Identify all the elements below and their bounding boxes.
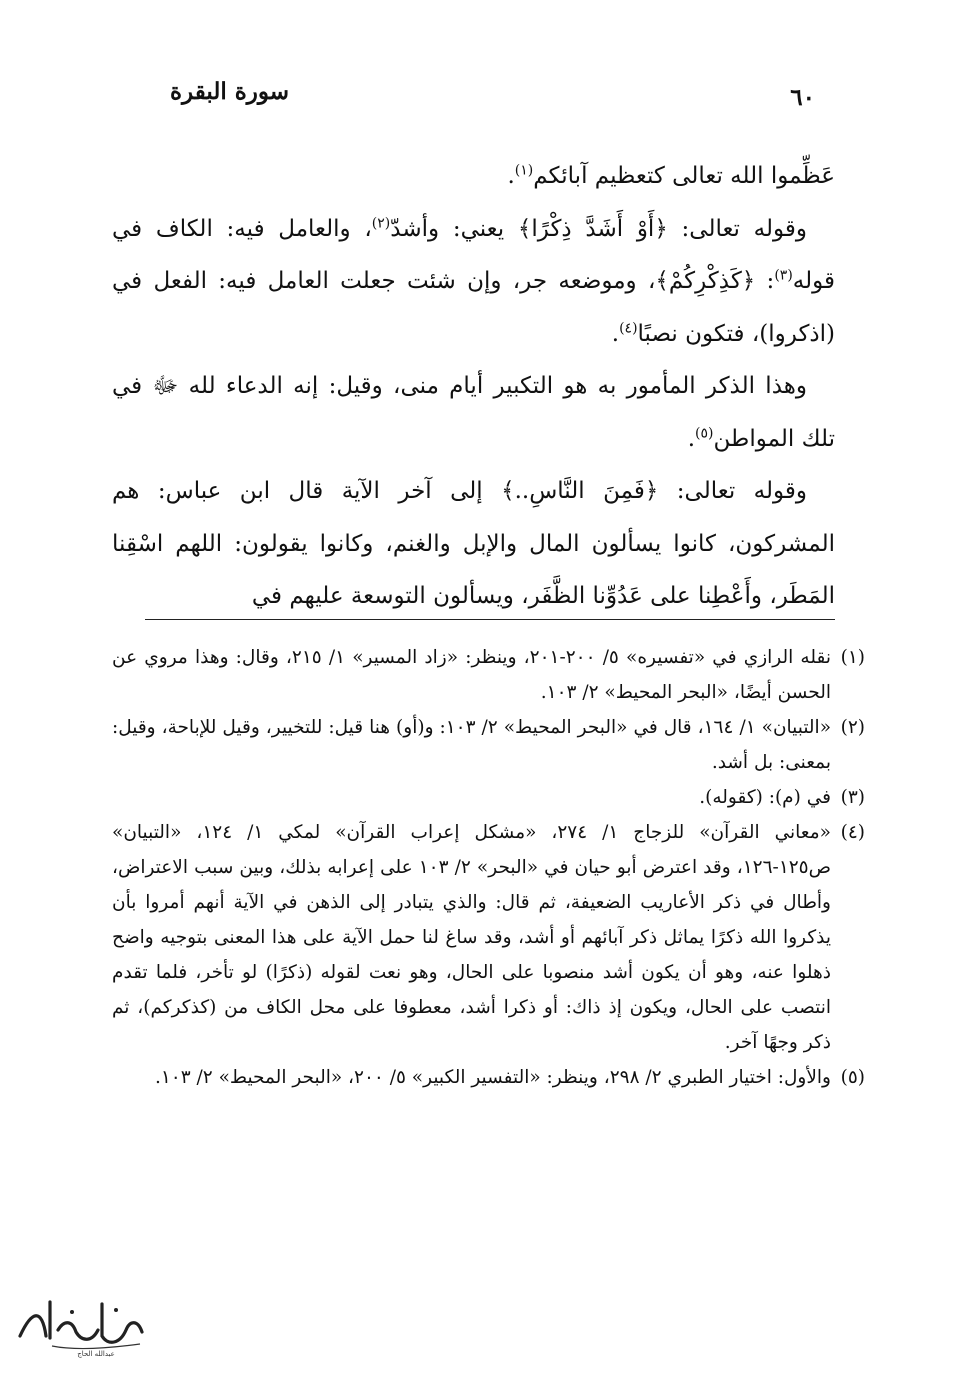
watermark-logo bbox=[12, 1290, 152, 1360]
paragraph-2-end: . bbox=[611, 320, 620, 347]
footnote-text: «التبيان» ١/ ١٦٤، قال في «البحر المحيط» ٢/ ١٠٣: و(أو) هنا قيل: للتخيير، وقيل للإباحة، وقيل: بمعنى: بل أشد. bbox=[112, 717, 832, 773]
paragraph-3-text: وهذا الذكر المأمور به هو التكبير أيام منى، وقيل: إنه الدعاء لله ﷻ في تلك المواطن bbox=[112, 373, 835, 452]
footnote-1 bbox=[112, 640, 865, 710]
footnote-separator bbox=[145, 619, 835, 620]
page-header bbox=[170, 78, 815, 118]
footnote-text: نقله الرازي في «تفسيره» ٥/ ٢٠٠-٢٠١، وينظر: «زاد المسير» ١/ ٢١٥، وقال: وهذا مروي عن الحسن أيضًا، «البحر المحيط» ٢/ ١٠٣. bbox=[112, 647, 831, 703]
paragraph-2 bbox=[112, 203, 835, 361]
page-number: ٦٠ bbox=[790, 84, 815, 111]
footnote-ref-3: (٣) bbox=[774, 267, 793, 284]
footnote-ref-5: (٥) bbox=[695, 424, 714, 441]
paragraph-4-text: وقوله تعالى: ﴿فَمِنَ النَّاسِ..﴾ إلى آخر الآية قال ابن عباس: هم المشركون، كانوا يسألون المال والإبل والغنم، وكانوا يقولون: اللهم اسْقِنا المَطَر، وأَعْطِنا على عَدُوِّنا الظَّفَر، ويسألون التوسعة عليهم في bbox=[112, 478, 835, 609]
footnote-ref-4: (٤) bbox=[619, 319, 638, 336]
footnotes bbox=[112, 640, 865, 1095]
footnote-4 bbox=[112, 815, 865, 1060]
paragraph-4 bbox=[112, 465, 835, 623]
paragraph-2-text-a: وقوله تعالى: ﴿أَوْ أَشَدَّ ذِكْرًا﴾ يعني: وأشدّ bbox=[390, 215, 807, 242]
footnote-ref-2: (٢) bbox=[371, 214, 391, 231]
footnote-number: (١) bbox=[840, 647, 865, 668]
surah-title: سورة البقرة bbox=[170, 78, 290, 105]
paragraph-3-end: . bbox=[687, 425, 696, 452]
footnote-number: (٢) bbox=[840, 717, 865, 738]
footnote-ref-1: (١) bbox=[514, 162, 534, 179]
footnote-number: (٤) bbox=[840, 822, 865, 843]
main-text bbox=[112, 150, 835, 623]
footnote-number: (٥) bbox=[840, 1067, 865, 1088]
paragraph-1-text: عَظِّموا الله تعالى كتعظيم آبائكم bbox=[533, 163, 835, 189]
paragraph-2-text-c: : ﴿كَذِكْرِكُمْ﴾، وموضعه جر، وإن شئت جعلت العامل فيه: الفعل في (اذكروا)، فتكون نصبًا bbox=[112, 268, 835, 347]
paragraph-1-end: . bbox=[507, 163, 515, 189]
footnote-3 bbox=[112, 780, 865, 815]
svg-text:عبدالله الحاج: عبدالله الحاج bbox=[77, 1350, 115, 1358]
footnote-5 bbox=[112, 1060, 865, 1095]
footnote-text: في (م): (كقوله). bbox=[699, 787, 831, 808]
footnote-number: (٣) bbox=[840, 787, 865, 808]
footnote-text: «معاني القرآن» للزجاج ١/ ٢٧٤، «مشكل إعراب القرآن» لمكي ١/ ١٢٤، «التبيان» ص١٢٥-١٢٦، وقد اعترض أبو حيان في «البحر» ٢/ ١٠٣ على إعرابه بذلك، وبين سبب الاعتراض، وأطال في ذكر الأعاريب الضعيفة، ثم قال: والذي يتبادر إلى الذهن في الآية أنهم أمروا بأن يذكروا الله ذكرًا يماثل ذكر آبائهم أو أشد، وقد ساغ لنا حمل الآية على هذا المعنى بتوجيه واضح ذهلوا عنه، وهو أن يكون أشد منصوبا على الحال، وهو نعت لقوله (ذكرًا) لو تأخر، فلما تقدم انتصب على الحال، ويكون إذ ذاك: أو ذكرا أشد، معطوفا على محل الكاف من (كذكركم)، ثم ذكر وجهًا آخر. bbox=[112, 822, 831, 1053]
footnote-text: والأول: اختيار الطبري ٢/ ٢٩٨، وينظر: «التفسير الكبير» ٥/ ٢٠٠، «البحر المحيط» ٢/ ١٠٣. bbox=[154, 1067, 831, 1088]
paragraph-2-text-b: ، والعامل فيه: الكاف في قوله bbox=[112, 215, 835, 294]
paragraph-3 bbox=[112, 360, 835, 465]
footnote-2 bbox=[112, 710, 865, 780]
paragraph-1 bbox=[112, 150, 835, 203]
